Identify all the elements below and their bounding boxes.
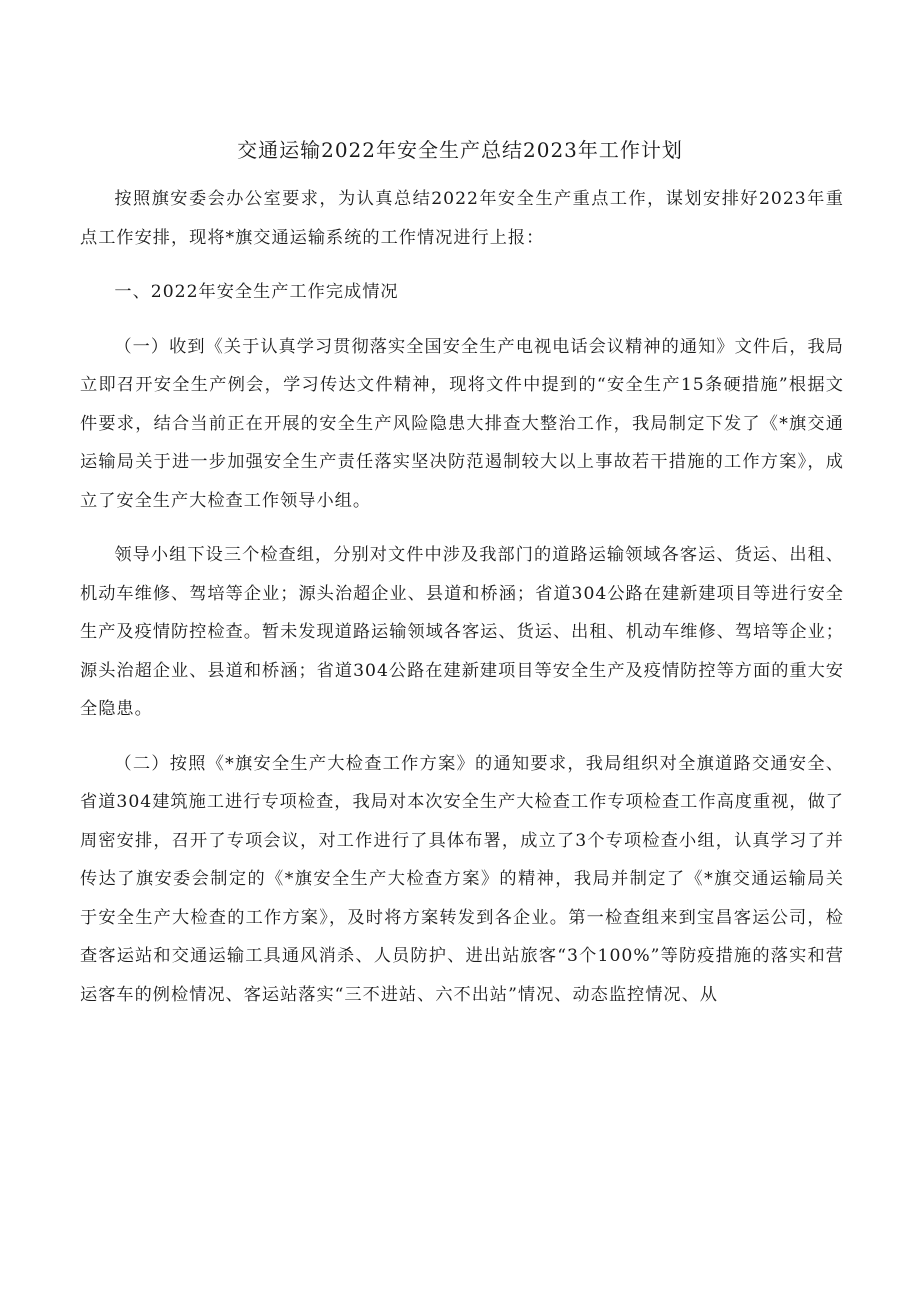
- paragraph-3: （二）按照《*旗安全生产大检查工作方案》的通知要求，我局组织对全旗道路交通安全、省道304建筑施工进行专项检查，我局对本次安全生产大检查工作专项检查工作高度重视，做了周密安排，召开了专项会议，对工作进行了具体布署，成立了3个专项检查小组，认真学习了并传达了旗安委会制定的《*旗安全生产大检查方案》的精神，我局并制定了《*旗交通运输局关于安全生产大检查的工作方案》，及时将方案转发到各企业。第一检查组来到宝昌客运公司，检查客运站和交通运输工具通风消杀、人员防护、进出站旅客“3个100%”等防疫措施的落实和营运客车的例检情况、客运站落实“三不进站、六不出站”情况、动态监控情况、从: [80, 753, 844, 1005]
- paragraph-1: （一）收到《关于认真学习贯彻落实全国安全生产电视电话会议精神的通知》文件后，我局立即召开安全生产例会，学习传达文件精神，现将文件中提到的“安全生产15条硬措施”根据文件要求，结合当前正在开展的安全生产风险隐患大排查大整治工作，我局制定下发了《*旗交通运输局关于进一步加强安全生产责任落实坚决防范遏制较大以上事故若干措施的工作方案》，成立了安全生产大检查工作领导小组。: [80, 336, 844, 511]
- paragraph-2: 领导小组下设三个检查组，分别对文件中涉及我部门的道路运输领域各客运、货运、出租、机动车维修、驾培等企业；源头治超企业、县道和桥涵；省道304公路在建新建项目等进行安全生产及疫情防控检查。暂未发现道路运输领域各客运、货运、出租、机动车维修、驾培等企业；源头治超企业、县道和桥涵；省道304公路在建新建项目等安全生产及疫情防控等方面的重大安全隐患。: [80, 545, 844, 719]
- document-body: [80, 180, 844, 1030]
- section-1-heading: 一、2022年安全生产工作完成情况: [114, 282, 399, 302]
- document-title: 交通运输2022年安全生产总结2023年工作计划: [237, 138, 683, 162]
- intro-paragraph: 按照旗安委会办公室要求，为认真总结2022年安全生产重点工作，谋划安排好2023年重点工作安排，现将*旗交通运输系统的工作情况进行上报：: [80, 189, 844, 248]
